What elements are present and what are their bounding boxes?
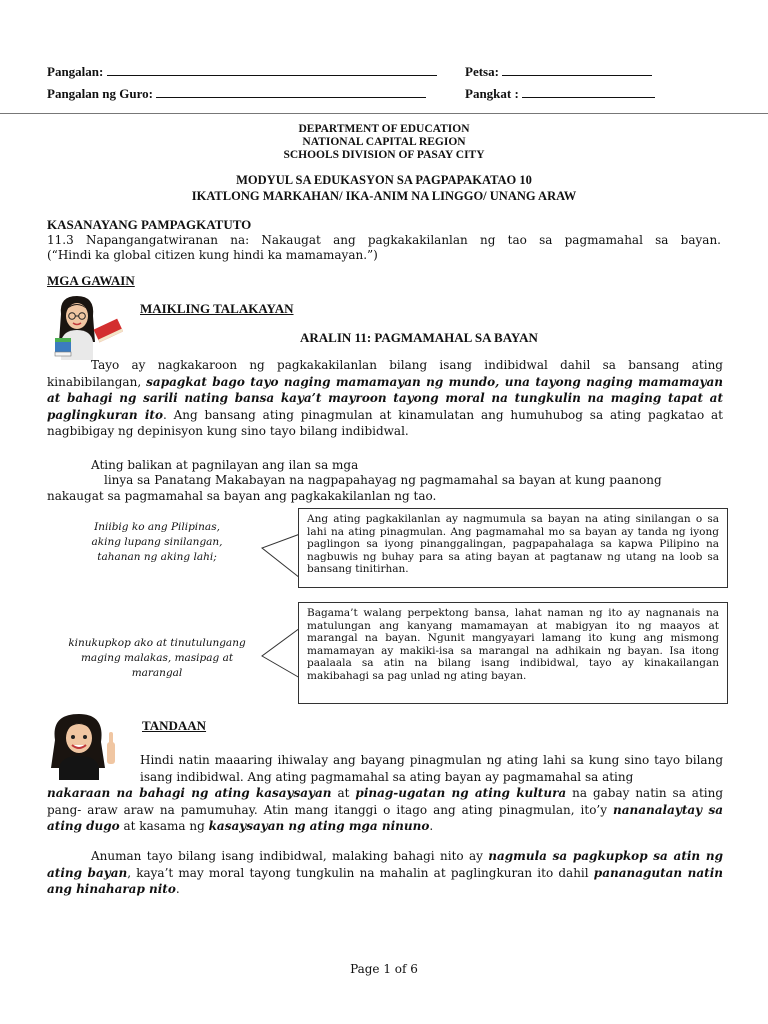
date-field <box>465 64 652 80</box>
teacher-blank[interactable] <box>156 86 426 98</box>
t1-text-e: na gabay natin sa ating pang- araw araw na pamumuhay. Atin mang itanggi o itago ang ating pinagmulan, ito’y <box>47 786 724 817</box>
competency-line-2: (“Hindi ka global citizen kung hindi ka mamamayan.”) <box>47 248 378 262</box>
t1-text-i: . <box>429 819 434 833</box>
t1-emphasis-2: pinag-ugatan ng ating kultura <box>355 786 567 800</box>
verse-1-line-3: tahanan ng aking lahi; <box>97 551 217 563</box>
name-blank[interactable] <box>107 64 437 76</box>
callout-box-2: Bagama’t walang perpektong bansa, lahat naman ng ito ay nagnanais na matulungan ang kanyang mamamayan at mabigyan ito ng maayos at marangal na bayan. Ngunit mangyayari lamang ito kung ang mismong mamamayan ay makiki-isa sa marangal na adhikain ng bayan. Isa itong paalaala sa atin na bilang isang indibidwal, tayo ay kinakailangan makibahagi sa pag unlad ng ating bayan. <box>298 602 728 704</box>
verse-2-line-3: marangal <box>131 667 183 679</box>
teacher-pointing-illustration <box>47 712 125 780</box>
page-number: Page 1 of 6 <box>350 962 418 976</box>
p1-text-a: Tayo ay nagkakaroon ng pagkakakilanlan bilang isang indibidwal dahil sa bansang ating kinabibilangan, <box>47 358 723 389</box>
date-label: Petsa: <box>465 64 499 79</box>
t1-emphasis-3: nananalaytay sa ating dugo <box>47 802 723 833</box>
t2-emphasis-1: nagmula sa pagkupkop sa atin ng ating bayan <box>47 849 723 880</box>
module-subtitle: IKATLONG MARKAHAN/ IKA-ANIM NA LINGGO/ UNANG ARAW <box>191 189 577 203</box>
discussion-paragraph-1 <box>47 357 723 440</box>
verse-1-line-2: aking lupang sinilangan, <box>91 536 223 548</box>
teacher-label: Pangalan ng Guro: <box>47 86 153 101</box>
p2-line-1: Ating balikan at pagnilayan ang ilan sa mga <box>91 458 359 472</box>
t1-emphasis-1: nakaraan na bahagi ng ating kasaysayan <box>47 786 332 800</box>
header-divider <box>0 113 768 114</box>
competency-line-1: 11.3 Napangangatwiranan na: Nakaugat ang pagkakakilanlan ng tao sa pagmamahal sa bayan. <box>47 233 721 247</box>
tandaan-heading: TANDAAN <box>142 718 207 733</box>
t2-text-e: . <box>175 882 180 896</box>
date-blank[interactable] <box>502 64 652 76</box>
t1-text-c: at <box>331 786 356 800</box>
verse-2-line-2: maging malakas, masipag at <box>80 652 234 664</box>
callout-box-1: Ang ating pagkakilanlan ay nagmumula sa bayan na ating sinilangan o sa lahi na ating pinagmulan. Ang pagmamahal mo sa bayan ay tanda ng iyong paglingon sa iyong pinanggalingan, pagpapahalaga sa kapwa Pilipino na nagbuwis ng buhay para sa ating bayan at pagtanaw ng utang na loob sa bansang tinitirhan. <box>298 508 728 588</box>
discussion-heading: MAIKLING TALAKAYAN <box>140 301 294 316</box>
p2-line-3: nakaugat sa pagmamahal sa bayan ang pagkakakilanlan ng tao. <box>47 489 437 503</box>
competency-heading: KASANAYANG PAMPAGKATUTO <box>47 217 252 232</box>
verse-2 <box>52 636 262 681</box>
agency-line-3: SCHOOLS DIVISION OF PASAY CITY <box>283 149 485 161</box>
agency-line-2: NATIONAL CAPITAL REGION <box>302 136 466 148</box>
module-title: MODYUL SA EDUKASYON SA PAGPAPAKATAO 10 <box>236 173 532 187</box>
tandaan-paragraph-2 <box>47 848 723 898</box>
p2-line-2: linya sa Panatang Makabayan na nagpapahayag ng pagmamahal sa bayan at kung paanong <box>104 473 662 487</box>
t2-text-c: , kaya’t may moral tayong tungkulin na mahalin at paglingkuran ito dahil <box>127 865 594 880</box>
tandaan-paragraph-1-rest <box>47 785 723 835</box>
section-label: Pangkat : <box>465 86 519 101</box>
t2-emphasis-2: pananagutan natin ang hinaharap nito <box>47 865 724 896</box>
teacher-reading-illustration <box>47 294 125 360</box>
name-field <box>47 64 437 80</box>
verse-1 <box>52 520 262 565</box>
verse-1-line-1: Iniibig ko ang Pilipinas, <box>94 521 220 533</box>
t1-text-g: at kasama ng <box>119 819 209 833</box>
callout-1-pointer <box>262 526 302 586</box>
t1-emphasis-4: kasaysayan ng ating mga ninuno <box>208 819 430 833</box>
section-field <box>465 86 655 102</box>
t2-text-a: Anuman tayo bilang isang indibidwal, malaking bahagi nito ay <box>91 849 489 863</box>
t1-text-a: Hindi natin maaaring ihiwalay ang bayang pinagmulan ng ating lahi sa kung sino tayo bilang isang indibidwal. Ang ating pagmamahal sa ating bayan ay pagmamahal sa ating <box>140 753 723 784</box>
p1-text-c: . Ang bansang ating pinagmulan at kinamulatan ang humuhubog sa ating pagkatao at nagbibigay ng depinisyon kung sino tayo bilang indibidwal. <box>47 407 723 438</box>
section-blank[interactable] <box>522 86 655 98</box>
agency-line-1: DEPARTMENT OF EDUCATION <box>298 123 470 135</box>
tandaan-paragraph-1-top <box>140 752 723 785</box>
p1-emphasis: sapagkat bago tayo naging mamamayan ng mundo, una tayong naging mamamayan at bahagi ng sarili nating bansa kaya’t mayroon tayong moral na tungkulin na maging tapat at paglingkuran ito <box>47 374 723 422</box>
lesson-title: ARALIN 11: PAGMAMAHAL SA BAYAN <box>300 330 538 345</box>
callout-2-pointer <box>262 618 302 688</box>
verse-2-line-1: kinukupkop ako at tinutulungang <box>68 637 246 649</box>
activities-heading: MGA GAWAIN <box>47 273 135 288</box>
teacher-field <box>47 86 426 102</box>
name-label: Pangalan: <box>47 64 104 79</box>
